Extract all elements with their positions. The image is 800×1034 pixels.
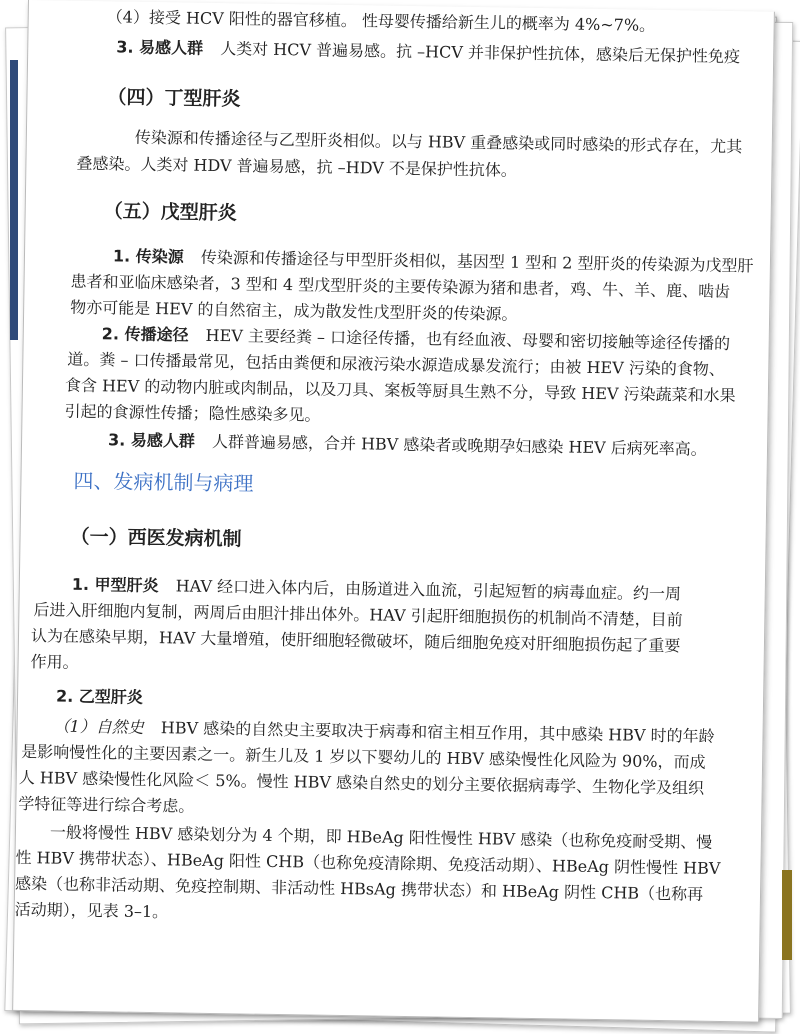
subheading-hepatitis-b: 2. 乙型肝炎 <box>55 686 144 707</box>
text-line: 食含 HEV 的动物内脏或肉制品，以及刀具、案板等厨具生熟不分，导致 HEV 污染蔬菜和水果 <box>64 375 736 406</box>
text-line <box>113 246 754 276</box>
text-line: 人 HBV 感染慢性化风险＜ 5%。慢性 HBV 感染自然史的划分主要依据病毒学、生物化学及组织 <box>18 767 705 798</box>
text-line: 道。粪 – 口传播最常见，包括由粪便和尿液污染水源造成暴发流行；由被 HEV 污染的食物、 <box>67 349 725 379</box>
text-line: 后进入肝细胞内复制，两周后由胆汁排出体外。HAV 引起肝细胞损伤的机制尚不清楚，目前 <box>33 600 683 630</box>
text-line: 引起的食源性传播；隐性感染多见。 <box>64 401 321 425</box>
subheading-label: 3. 易感人群 <box>107 430 196 451</box>
text-line: 认为在感染早期，HAV 大量增殖，使肝细胞轻微破坏，随后细胞免疫对肝细胞损伤起了重要 <box>30 626 681 656</box>
subheading-label: （1）自然史 <box>53 716 144 737</box>
text-line: 活动期），见表 3–1。 <box>14 899 169 922</box>
text-line: 学特征等进行综合考虑。 <box>18 793 195 816</box>
text-line: 性 HBV 携带状态）、HBeAg 阳性 CHB（也称免疫清除期、免疫活动期）、HBeAg 阴性慢性 HBV <box>15 847 721 878</box>
text-span: 人群普遍易感，合并 HBV 感染者或晚期孕妇感染 HEV 后病死率高。 <box>211 431 707 459</box>
text-line: 一般将慢性 HBV 感染划分为 4 个期，即 HBeAg 阳性慢性 HBV 感染（也称免疫耐受期、慢 <box>49 822 713 852</box>
text-span: 传染源和传播途径与甲型肝炎相似，基因型 1 型和 2 型肝炎的传染源为戊型肝 <box>200 247 754 276</box>
subheading-label: 3. 易感人群 <box>116 37 204 58</box>
gold-book-edge <box>782 870 792 960</box>
text-line <box>53 716 714 746</box>
subheading-label: 2. 传播途径 <box>101 324 189 345</box>
text-span: HAV 经口进入体内后，由肠道进入血流，引起短暂的病毒血症。约一周 <box>175 576 682 604</box>
text-line: 感染（也称非活动期、免疫控制期、非活动性 HBsAg 携带状态）和 HBeAg 阴性 CHB（也称再 <box>14 873 704 904</box>
text-span: HEV 主要经粪 – 口途径传播，也有经血液、母婴和密切接触等途径传播的 <box>205 325 731 354</box>
text-span: HBV 感染的自然史主要取决于病毒和宿主相互作用，其中感染 HBV 时的年龄 <box>160 718 715 746</box>
text-line <box>116 37 740 67</box>
text-line: 作用。 <box>30 652 79 672</box>
text-line: 是影响慢性化的主要因素之一。新生儿及 1 岁以下婴幼儿的 HBV 感染慢性化风险为 90%，而成 <box>21 741 706 772</box>
text-span: 人类对 HCV 普遍易感。抗 –HCV 并非保护性抗体，感染后无保护性免疫 <box>220 39 741 67</box>
text-line <box>108 430 707 459</box>
text-line: （4）接受 HCV 阳性的器官移植。 性母婴传播给新生儿的概率为 4%~7%。 <box>106 7 656 35</box>
text-line: 患者和亚临床感染者，3 型和 4 型戊型肝炎的主要传染源为猪和患者，鸡、牛、羊、鹿、啮齿 <box>70 271 731 302</box>
section-heading-hepatitis-d: （四）丁型肝炎 <box>107 86 241 111</box>
text-line: 叠感染。人类对 HDV 普遍易感，抗 –HDV 不是保护性抗体。 <box>76 153 518 180</box>
subheading-label: 1. 甲型肝炎 <box>71 574 159 596</box>
blue-book-edge <box>10 60 18 340</box>
text-line <box>102 324 731 354</box>
document-page <box>12 0 775 1023</box>
chapter-heading-pathogenesis: 四、发病机制与病理 <box>73 468 254 496</box>
text-line: 物亦可能是 HEV 的自然宿主，成为散发性戊型肝炎的传染源。 <box>70 297 518 324</box>
section-heading-western-pathogenesis: （一）西医发病机制 <box>70 525 242 551</box>
text-line: 传染源和传播途径与乙型肝炎相似。以与 HBV 重叠感染或同时感染的形式存在，尤其 <box>134 127 743 157</box>
subheading-label: 1. 传染源 <box>112 246 184 267</box>
text-line <box>72 575 681 605</box>
section-heading-hepatitis-e: （五）戊型肝炎 <box>103 200 237 225</box>
